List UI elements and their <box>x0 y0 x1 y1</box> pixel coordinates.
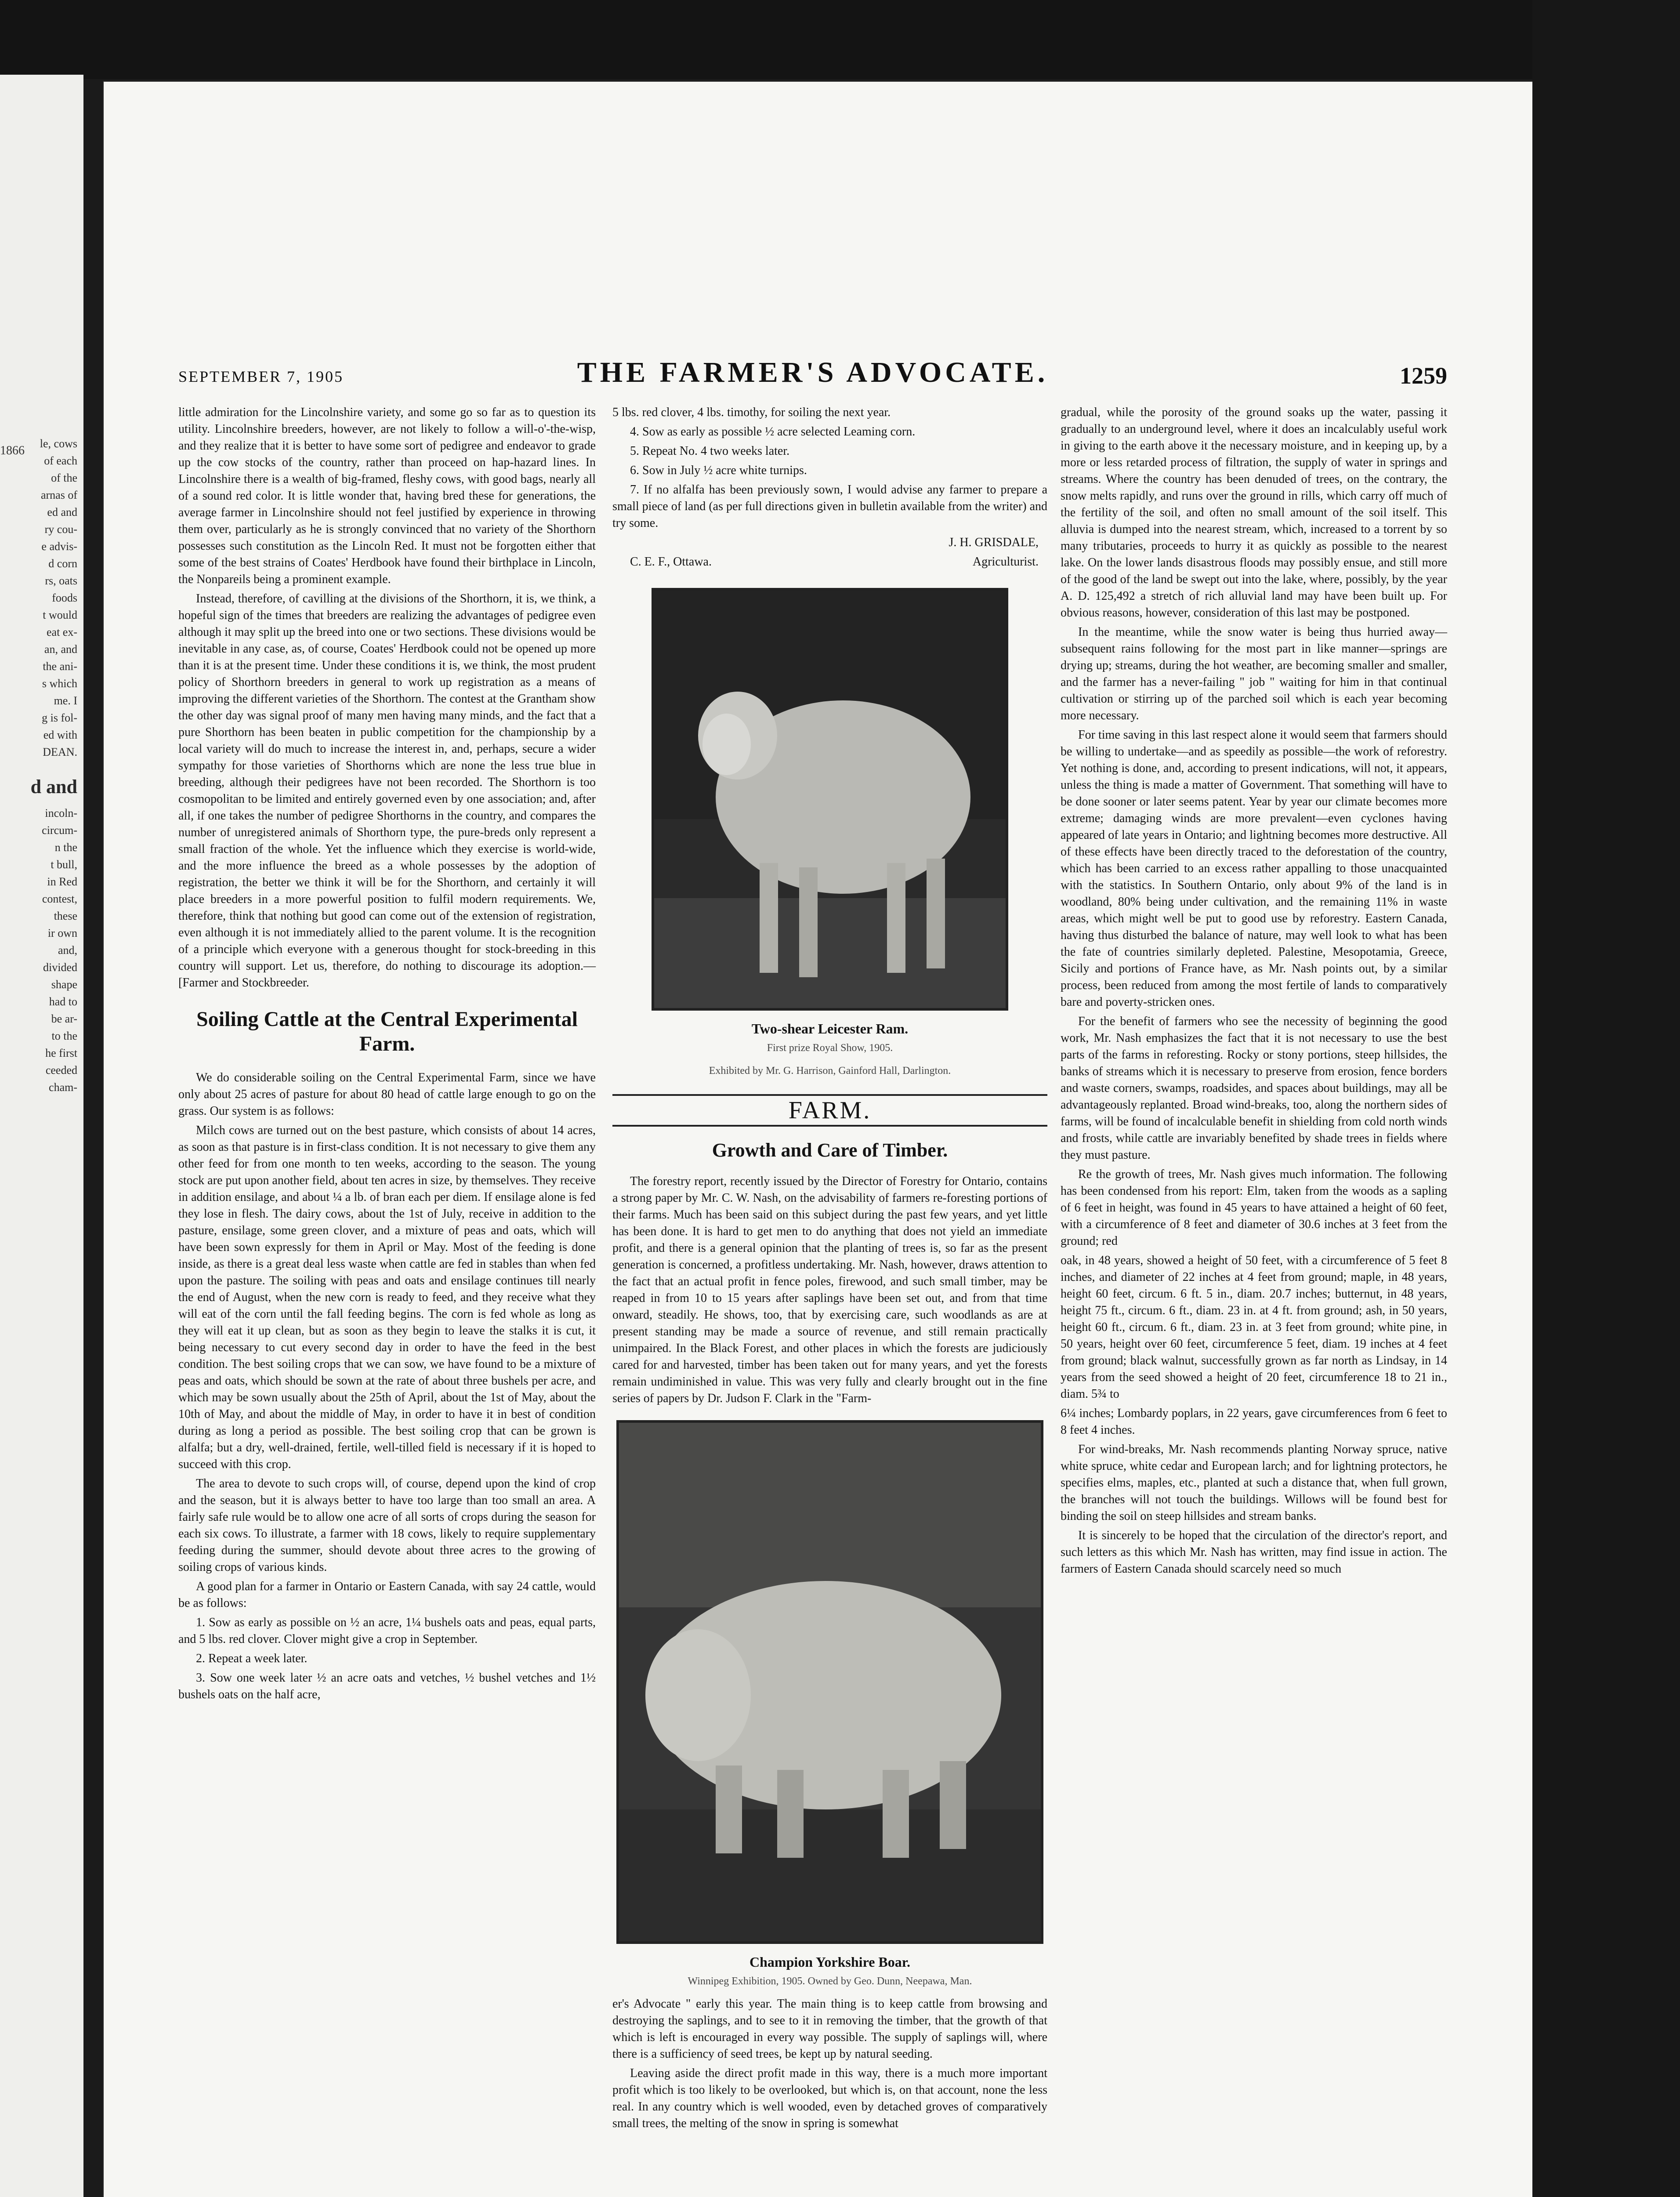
prev-page-line: ed with <box>43 729 77 741</box>
paragraph-narrow: oak, in 48 years, showed a height of 50 feet, with a circumference of 5 feet 8 inches, and diameter of 22 inches at 4 feet from ground; maple, in 48 years, height 60 feet, circum. 6 ft. 5 in., diam. 20.7 inches; butternut, in 48 years, height 75 ft., circum. 6 ft., diam. 23 in. at 4 ft. from ground; ash, in 50 years, height 60 ft., circum. 6 ft., diam. 23 in. at 3 feet from ground; white pine, in 50 years, height over 60 feet, circumference 5 feet, diam. 19 inches at 4 feet from ground; black walnut, successfully grown as far north as Lindsay, in 14 years from the seed showed a height of 20 feet, circumference 18 to 21 in., diam. 5¾ to <box>1061 1254 1447 1401</box>
prev-page-line: s which <box>42 677 77 690</box>
paragraph: It is sincerely to be hoped that the circulation of the director's report, and such letters as this which Mr. Nash has written, may find issue in action. The farmers of Eastern Canada should scarcely need so much <box>1061 1529 1447 1576</box>
page-number: 1259 <box>1400 363 1447 389</box>
photo1-credit: Exhibited by Mr. G. Harrison, Gainford Hall, Darlington. <box>709 1065 951 1077</box>
masthead-title: THE FARMER'S ADVOCATE. <box>577 356 1049 388</box>
paragraph: er's Advocate " early this year. The main thing is to keep cattle from browsing and destroying the saplings, and to see to it in removing the timber, that the growth of that which is left is encouraged in every way possible. The supply of saplings will, where there is a sufficiency of seed trees, be kept up by natural seeding. <box>612 1997 1047 2061</box>
prev-page-line: e advis- <box>41 540 77 553</box>
signature-name: J. H. GRISDALE, <box>949 536 1039 549</box>
article-title-soiling: Soiling Cattle at the Central Experimental Farm. <box>196 1008 578 1055</box>
prev-page-line: he first <box>45 1047 77 1059</box>
list-item: 3. Sow one week later ½ an acre oats and vetches, ½ bushel vetches and 1½ bushels oats on the half acre, <box>178 1671 596 1701</box>
article-title-timber: Growth and Care of Timber. <box>712 1139 948 1161</box>
prev-page-line: n the <box>54 841 77 854</box>
paragraph: 6¼ inches; Lombardy poplars, in 22 years, gave circumferences from 6 feet to 8 feet 4 inches. <box>1061 1407 1447 1437</box>
prev-page-line: le, cows <box>40 437 77 450</box>
prev-page-line: DEAN. <box>43 746 77 758</box>
header-date: SEPTEMBER 7, 1905 <box>178 368 344 385</box>
prev-page-line: shape <box>51 978 77 991</box>
prev-page-line: an, and <box>44 643 77 656</box>
column-3 <box>1061 404 1447 1580</box>
previous-page-edge <box>0 75 83 2197</box>
paragraph: Milch cows are turned out on the best pasture, which consists of about 14 acres, as soon as that pasture is in first-class condition. It is not necessary to give them any other feed for from one month to ten weeks, according to the season. The young stock are put upon another field, about ten acres in size, by themselves. They receive in addition ensilage, and about ¼ a lb. of bran each per diem. If ensilage alone is fed they lose in flesh. The dairy cows, about the 1st of July, receive in addition to the pasture, ensilage, some green clover, and a mixture of peas and oats, which will have been sown expressly for them in April or May. Most of the feeding is done inside, as there is a great deal less waste when cattle are fed in stables than when fed upon the pasture. The soiling with peas and oats and ensilage continues till nearly the end of August, when the new corn is ready to feed, and they receive what they will eat of the corn until the fall feeding begins. The corn is fed whole as long as they will eat it up clean, but as soon as they begin to leave the stalks it is cut, it being necessary to cut every second day in order to have the feed in the best condition. The best soiling crops that we can sow, we have found to be a mixture of peas and oats, which should be sown at the rate of about three bushels per acre, and which may be sown usually about the 25th of April, about the 1st of May, about the 10th of May, and about the middle of May, in order to have it in best of condition during as long a period as possible. The best soiling crop that can be grown is alfalfa; but a dry, well-drained, fertile, well-tilled field is necessary if it is hoped to succeed with this crop. <box>178 1124 596 1471</box>
paragraph: We do considerable soiling on the Central Experimental Farm, since we have only about 25 acres of pasture for about 80 head of cattle large enough to go on the grass. Our system is as follows: <box>178 1071 596 1118</box>
prev-page-line: ir own <box>47 927 77 939</box>
prev-page-line: and, <box>58 944 77 957</box>
prev-page-number: 1866 <box>0 444 25 457</box>
list-item: 2. Repeat a week later. <box>196 1652 308 1665</box>
prev-page-line: g is fol- <box>42 711 77 724</box>
paragraph: The area to devote to such crops will, of course, depend upon the kind of crop and the season, but it is always better to have too large than too small an area. A fairly safe rule would be to allow one acre of all sorts of crops during the season for each six cows. To illustrate, a farmer with 18 cows, likely to require supplementary feeding during the summer, should devote about three acres to the growing of soiling crops of various kinds. <box>178 1477 596 1574</box>
prev-page-line: contest, <box>42 892 77 905</box>
prev-page-line: the ani- <box>43 660 77 673</box>
prev-page-line: incoln- <box>45 807 77 819</box>
list-item: 5 lbs. red clover, 4 lbs. timothy, for soiling the next year. <box>612 406 891 419</box>
section-heading-farm: FARM. <box>612 1094 1047 1127</box>
prev-page-line: me. I <box>54 694 77 707</box>
paragraph: Instead, therefore, of cavilling at the divisions of the Shorthorn, it is, we think, a hopeful sign of the times that breeders are realizing the advantages of pedigree even although it may split up the breed into one or two sections. These divisions would be inevitable in any case, as, of course, Coates' Herdbook could not be opened up more than it is at the present time. Under these conditions it is, we think, the most prudent policy of Shorthorn breeders in general to work up registration as a means of improving the different varieties of the Shorthorn. The contest at the Grantham show the other day was signal proof of many men having many minds, and the fact that a pure Shorthorn has been beaten in public competition for the championship by a local variety will do much to increase the interest in, and, perhaps, secure a wider sympathy for those varieties of Shorthorns which are none the less true blue in breeding, although their pedigrees have not been recorded. The Shorthorn is too cosmopolitan to be limited and entirely governed even by one association; and, after all, if one takes the number of pedigree Shorthorns in the country, and compares the number of unregistered animals of Shorthorn type, the pure-breds only represent a small fraction of the whole. Yet the influence which they exercise is world-wide, and the more influence the breed as a whole possesses by the adoption of registration, the better we think it will be for the Shorthorn, and certainly it will place breeders in a more powerful position to fulfil modern requirements. We, therefore, think that nothing but good can come out of the extension of registration, even although it is not immediately allied to the parent volume. It is the recognition of a principle which everyone with a generous thought for stock-breeding in this country will support. Let us, therefore, do nothing to discourage its adoption.—[Farmer and Stockbreeder. <box>178 592 596 990</box>
list-item: 1. Sow as early as possible on ½ an acre, 1¼ bushels oats and peas, equal parts, and 5 lbs. red clover. Clover might give a crop in September. <box>178 1616 596 1646</box>
prev-page-line: of each <box>44 454 77 467</box>
leicester-ram-photo <box>652 588 1008 1011</box>
prev-page-line: ed and <box>47 506 77 518</box>
paragraph: For the benefit of farmers who see the necessity of beginning the good work, Mr. Nash emphasizes the fact that it is not necessary to use the best parts of the farms in reforesting. Rocky or stony portions, steep hillsides, the banks of streams which it is necessary to preserve from erosion, fence borders and waste corners, swamps, roadsides, and spaces about buildings, may all be advantageously replanted. Broad wind-breaks, too, along the northern sides of farms, will be found of incalculable benefit in shielding from cold north winds and frosts, while cattle are invariably benefited by shade trees in fields where they must pasture. <box>1061 1015 1447 1162</box>
photo1-caption: Two-shear Leicester Ram. <box>751 1021 909 1037</box>
list-item: 6. Sow in July ½ acre white turnips. <box>630 464 807 477</box>
paragraph: Leaving aside the direct profit made in this way, there is a much more important profit which is too likely to be overlooked, but which is, on that account, none the less real. In any country which is well wooded, even by detached groves of comparatively small trees, the melting of the snow in spring is somewhat <box>612 2066 1047 2130</box>
prev-page-line: be ar- <box>51 1012 77 1025</box>
yorkshire-boar-photo <box>616 1420 1043 1944</box>
photo1-subcaption: First prize Royal Show, 1905. <box>767 1042 893 1054</box>
prev-page-heading: d and <box>30 776 77 798</box>
signature-title: Agriculturist. <box>972 555 1039 569</box>
paragraph: The forestry report, recently issued by the Director of Forestry for Ontario, contains a strong paper by Mr. C. W. Nash, on the advisability of farmers re-foresting portions of their farms. Much has been said on this subject during the past few years, and yet little has been done. It is hard to get men to do anything that does not yield an immediate profit, and there is a general opinion that the planting of trees is, so far as the present generation is concerned, a profitless undertaking. Mr. Nash, however, draws attention to the fact that an actual profit in fence poles, firewood, and such small timber, may be reaped in from 10 to 15 years after saplings have been set out, and from that time onward, steadily. He shows, too, that by exercising care, such woodlands as are at present standing may be made a source of revenue, and still remain practically unimpaired. In the Black Forest, and other places in which the forests are judiciously cared for and harvested, timber has been taken out for many years, and yet the forests remain undiminished in value. This was very fully and clearly brought out in the fine series of papers by Dr. Judson F. Clark in the "Farm- <box>612 1175 1047 1405</box>
prev-page-line: t bull, <box>51 858 77 871</box>
prev-page-line: ry cou- <box>44 523 77 536</box>
prev-page-line: cham- <box>49 1081 77 1094</box>
paragraph: For time saving in this last respect alone it would seem that farmers should be willing to undertake—and as speedily as possible—the work of reforestry. Yet nothing is done, and, according to present indications, will not, it appears, unless the thing is made a matter of Government. That something will have to be done sooner or later seems patent. Year by year our climate becomes more extreme; damaging winds are more prevalent—even cyclones having appeared of late years in Ontario; and lightning becomes more destructive. All of these effects have been directly traced to the deforestation of the country, which has been carried to an excess rather appalling to those unacquainted with the statistics. In Southern Ontario, only about 9% of the land is in woodland, 80% being under cultivation, and the remaining 11% in waste areas, which might well be put to good use by reforestry. Eastern Canada, having thus disturbed the balance of nature, may well look to what has been the fate of countries similarly depleted. Palestine, Mesopotamia, Greece, Sicily and portions of France have, as Mr. Nash points out, by a similar process, been reduced from among the most fertile of lands to comparatively bare and poverty-stricken ones. <box>1061 728 1447 1009</box>
scan-border-top <box>0 0 1680 79</box>
prev-page-line: ceeded <box>45 1064 77 1077</box>
prev-page-line: rs, oats <box>45 574 77 587</box>
scan-border-right <box>1532 0 1680 2197</box>
paragraph: Re the growth of trees, Mr. Nash gives much information. The following has been condensed from his report: Elm, taken from the woods as a sapling of 6 feet in height, was found in 45 years to have attained a height of 60 feet, with a circumference of 8 feet and diameter of 30.6 inches at 3 feet from the ground; red <box>1061 1167 1447 1248</box>
list-item: 4. Sow as early as possible ½ acre selected Leaming corn. <box>630 425 916 439</box>
list-item: 7. If no alfalfa has been previously sown, I would advise any farmer to prepare a small piece of land (as per full directions given in bulletin available from the writer) and try some. <box>612 483 1047 530</box>
prev-page-line: these <box>54 910 77 922</box>
list-item: 5. Repeat No. 4 two weeks later. <box>630 444 790 458</box>
prev-page-line: t would <box>43 609 77 621</box>
prev-page-line: d corn <box>48 557 77 570</box>
paragraph: A good plan for a farmer in Ontario or Eastern Canada, with say 24 cattle, would be as follows: <box>178 1580 596 1610</box>
prev-page-line: had to <box>49 995 77 1008</box>
prev-page-line: arnas of <box>40 489 77 501</box>
prev-page-line: of the <box>51 471 77 484</box>
prev-page-line: foods <box>52 591 77 604</box>
photo2-credit: Winnipeg Exhibition, 1905. Owned by Geo. Dunn, Neepawa, Man. <box>688 1976 972 1987</box>
paragraph: little admiration for the Lincolnshire variety, and some go so far as to question its utility. Lincolnshire breeders, however, are not likely to follow a will-o'-the-wisp, and they realize that it is better to have some sort of pedigree and endeavor to grade up the cow stocks of the country, rather than proceed on hap-hazard lines. In Lincolnshire there is a wealth of big-framed, fleshy cows, with good bags, nearly all of a sound red color. It is little wonder that, having bred these for generations, the average farmer in Lincolnshire should not feel justified by experience in throwing them over, particularly as he is strongly convinced that no variety of the Shorthorn possesses such constitution as the Lincoln Red. It must not be forgotten either that some of the best strains of Coates' Herdbook have found their birthplace in Lincoln, the Nonpareils being a prominent example. <box>178 406 596 586</box>
signature-place: C. E. F., Ottawa. <box>630 555 712 569</box>
paragraph: gradual, while the porosity of the ground soaks up the water, passing it gradually to an underground level, where it does an incalculably useful work in giving to the earth above it the necessary moisture, and in keeping up, by a more or less retarded process of filtration, the supply of water in springs and streams. Where the country has been denuded of trees, on the contrary, the snow melts rapidly, and runs over the ground in rills, which carry off much of the fertility of the soil, and often no small amount of the soil itself. This alluvia is dumped into the nearest stream, which, increased to a torrent by so many tributaries, proceeds to hurry it as quickly as possible to the nearest lake. On the lower lands disastrous floods may possibly ensue, and still more of the good of the land be swept out into the lake, where, possibly, by the year A. D. 125,492 a stretch of rich alluvial land may have been built up. For obvious reasons, however, consideration of this last may be postponed. <box>1061 406 1447 620</box>
page-header <box>178 356 1447 404</box>
prev-page-line: divided <box>43 961 77 974</box>
column-1 <box>178 404 596 1706</box>
prev-page-line: to the <box>51 1030 77 1042</box>
paragraph: For wind-breaks, Mr. Nash recommends planting Norway spruce, native white spruce, white cedar and European larch; and for lightning protectors, he specifies elms, maples, etc., planted at such a distance that, when full grown, the branches will not touch the buildings. Willows will be found best for binding the soil on steep hillsides and stream banks. <box>1061 1443 1447 1523</box>
prev-page-line: circum- <box>42 824 77 837</box>
photo2-caption: Champion Yorkshire Boar. <box>749 1954 910 1970</box>
prev-page-line: in Red <box>47 875 77 888</box>
prev-page-text <box>0 435 77 1096</box>
column-2 <box>612 404 1047 2135</box>
prev-page-line: eat ex- <box>46 626 77 638</box>
paragraph: In the meantime, while the snow water is being thus hurried away—subsequent rains following for the most part in like manner—springs are drying up; streams, during the hot weather, are becoming smaller and smaller, and the farmer has a never-failing " job " waiting for him in that continual cultivation or stirring up of the parched soil which is each year becoming more necessary. <box>1061 625 1447 722</box>
